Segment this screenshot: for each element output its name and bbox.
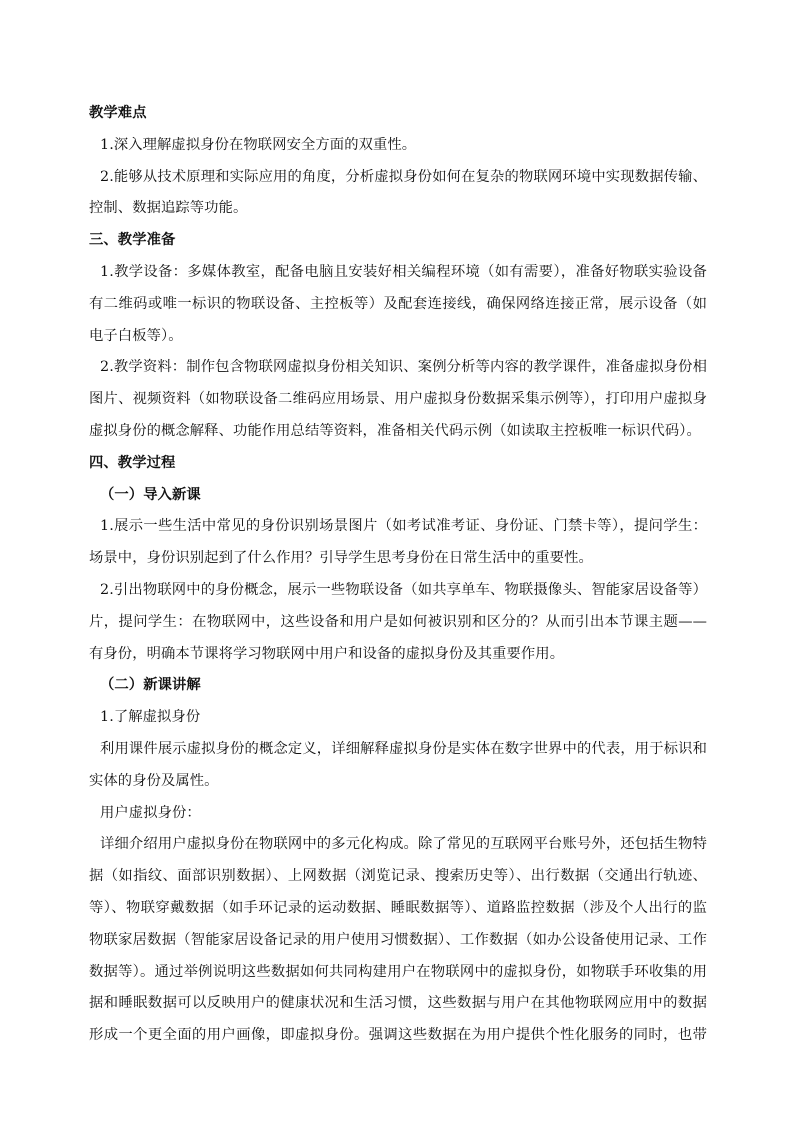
paragraph-line: 据（如指纹、面部识别数据）、上网数据（浏览记录、搜索历史等）、出行数据（交通出行轨迹、 xyxy=(89,868,707,885)
paragraph-line: 据和睡眠数据可以反映用户的健康状况和生活习惯，这些数据与用户在其他物联网应用中的数据 xyxy=(89,995,707,1012)
paragraph-line: 数据等）。通过举例说明这些数据如何共同构建用户在物联网中的虚拟身份，如物联手环收集的用 xyxy=(89,963,707,980)
paragraph-line: 形成一个更全面的用户画像，即虚拟身份。强调这些数据在为用户提供个性化服务的同时，也带 xyxy=(89,1027,707,1044)
paragraph-line: 2.引出物联网中的身份概念，展示一些物联设备（如共享单车、物联摄像头、智能家居设备等） xyxy=(100,581,707,598)
paragraph-line: 2.教学资料：制作包含物联网虚拟身份相关知识、案例分析等内容的教学课件，准备虚拟身份相 xyxy=(100,359,707,376)
paragraph-line: 物联家居数据（智能家居设备记录的用户使用习惯数据）、工作数据（如办公设备使用记录、工作 xyxy=(89,931,707,948)
paragraph-line: 有二维码或唯一标识的物联设备、主控板等）及配套连接线，确保网络连接正常，展示设备（如 xyxy=(89,295,707,312)
paragraph-line: 等）、物联穿戴数据（如手环记录的运动数据、睡眠数据等）、道路监控数据（涉及个人出行的监 xyxy=(89,899,707,916)
section-heading-teaching-preparation: 三、教学准备 xyxy=(89,232,176,249)
paragraph-line: 电子白板等）。 xyxy=(89,327,183,344)
document-page xyxy=(89,98,707,1052)
paragraph-line: 片，提问学生：在物联网中，这些设备和用户是如何被识别和区分的？从而引出本节课主题—— xyxy=(89,613,707,630)
paragraph-line: 1.教学设备：多媒体教室，配备电脑且安装好相关编程环境（如有需要），准备好物联实验设备 xyxy=(100,263,707,280)
paragraph-line: 控制、数据追踪等功能。 xyxy=(89,200,248,217)
paragraph-line: 有身份，明确本节课将学习物联网中用户和设备的虚拟身份及其重要作用。 xyxy=(89,645,565,662)
subsection-heading-new-lesson: （二）新课讲解 xyxy=(100,677,201,694)
paragraph-line: 1.深入理解虚拟身份在物联网安全方面的双重性。 xyxy=(100,136,417,153)
paragraph-line: 虚拟身份的概念解释、功能作用总结等资料，准备相关代码示例（如读取主控板唯一标识代码）。 xyxy=(89,422,701,439)
paragraph-line: 利用课件展示虚拟身份的概念定义，详细解释虚拟身份是实体在数字世界中的代表，用于标识和 xyxy=(100,740,707,757)
section-heading-teaching-difficulties: 教学难点 xyxy=(89,105,147,121)
paragraph-line: 详细介绍用户虚拟身份在物联网中的多元化构成。除了常见的互联网平台账号外，还包括生物特 xyxy=(100,836,707,853)
section-heading-teaching-process: 四、教学过程 xyxy=(89,454,176,471)
subsection-heading-introduction: （一）导入新课 xyxy=(100,486,201,503)
paragraph-line: 场景中，身份识别起到了什么作用？引导学生思考身份在日常生活中的重要性。 xyxy=(89,550,593,567)
paragraph-line: 1.了解虚拟身份 xyxy=(100,709,201,726)
paragraph-line: 图片、视频资料（如物联设备二维码应用场景、用户虚拟身份数据采集示例等），打印用户虚拟身 xyxy=(89,391,707,408)
paragraph-line: 用户虚拟身份： xyxy=(100,804,201,821)
paragraph-line: 2.能够从技术原理和实际应用的角度，分析虚拟身份如何在复杂的物联网环境中实现数据传输、 xyxy=(100,168,707,185)
paragraph-line: 实体的身份及属性。 xyxy=(89,772,219,789)
paragraph-line: 1.展示一些生活中常见的身份识别场景图片（如考试准考证、身份证、门禁卡等），提问学生： xyxy=(100,518,707,535)
